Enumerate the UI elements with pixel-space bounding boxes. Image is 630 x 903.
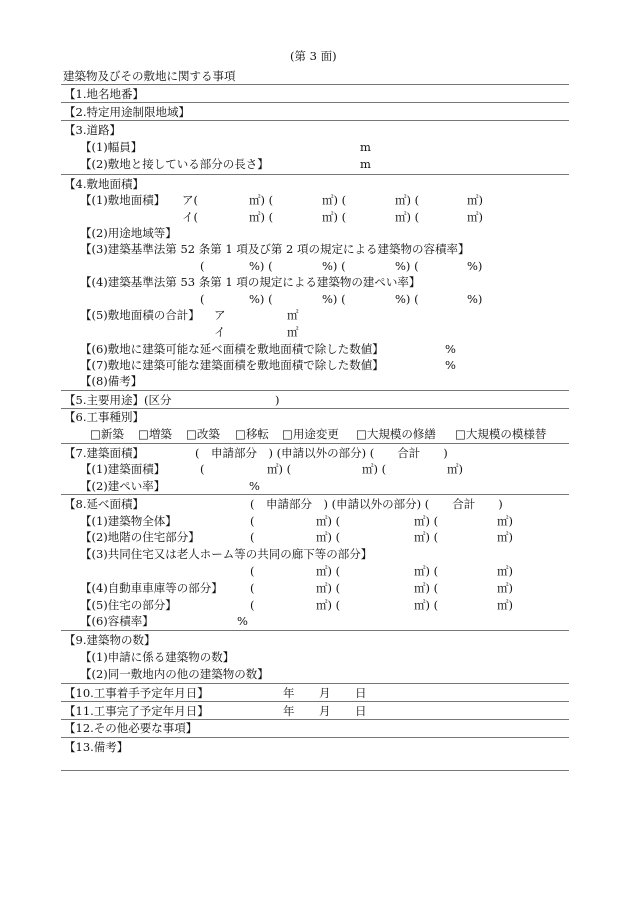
unit: ㎡) [447,462,463,476]
unit: ㎡) ( [316,598,341,612]
unit: %) [467,292,483,306]
paren: ( [250,530,255,544]
paren: ( [250,598,255,612]
unit: ㎡) [497,598,513,612]
divider [61,174,569,175]
road-width-unit: m [360,140,371,154]
date-day: 日 [355,704,367,718]
work-type-extension-checkbox[interactable]: □増築 [138,427,172,441]
unit: % [445,358,456,372]
bcr-row-label: 【(2)建ぺい率】 [80,479,166,493]
unit: ㎡) ( [322,193,347,207]
divider [61,102,569,103]
date-month: 月 [319,686,331,700]
section-4-label: 【4.敷地面積】 [64,177,144,191]
unit: % [249,479,260,493]
date-year: 年 [283,704,295,718]
divider [61,630,569,631]
far-value-label: 【(6)敷地に建築可能な延べ面積を敷地面積で除した数値】 [80,342,384,356]
unit: %) [467,259,483,273]
section-12-label: 【12.その他必要な事項】 [64,721,198,735]
work-type-major-remodel-checkbox[interactable]: □大規模の模様替 [455,427,547,441]
divider [61,701,569,702]
date-year: 年 [283,686,295,700]
work-type-rebuild-checkbox[interactable]: □改築 [186,427,220,441]
unit: ㎡) [497,581,513,595]
total-floor-label: 【(1)建築物全体】 [80,514,177,528]
unit: ㎡ [287,325,299,339]
paren: ( [250,564,255,578]
road-frontage-label: 【(2)敷地と接している部分の長さ】 [80,157,269,171]
road-frontage-unit: m [360,157,371,171]
paren: ( [200,462,205,476]
unit: ㎡) [497,514,513,528]
unit: %) ( [322,292,346,306]
remarks-label: 【(8)備考】 [80,374,143,388]
form-heading: 建築物及びその敷地に関する事項 [63,69,236,83]
work-type-use-change-checkbox[interactable]: □用途変更 [282,427,339,441]
unit: ㎡) ( [267,462,292,476]
unit: ㎡) ( [249,193,274,207]
divider [61,84,569,85]
site-area-i: イ( [182,210,198,224]
section-8-label: 【8.延べ面積】 [64,497,144,511]
site-total-a: ア [214,308,226,322]
unit: %) ( [249,259,273,273]
basement-residential-label: 【(2)地階の住宅部分】 [80,530,200,544]
unit: ㎡) ( [249,210,274,224]
unit: ㎡) [467,193,483,207]
section-13-label: 【13.備考】 [64,740,129,754]
unit: ㎡) [467,210,483,224]
divider [61,120,569,121]
date-day: 日 [355,686,367,700]
unit: % [237,614,248,628]
garage-label: 【(4)自動車車庫等の部分】 [80,581,223,595]
divider [61,737,569,738]
unit: ㎡) [497,530,513,544]
column-header: ( 申請部分 ) (申請以外の部分) ( 合計 ) [195,446,448,460]
unit: ㎡) ( [414,564,439,578]
divider [61,390,569,391]
divider [61,719,569,720]
far-label: 【(3)建築基準法第 52 条第 1 項及び第 2 項の規定による建築物の容積率】 [80,242,470,256]
page-label: (第 3 面) [290,49,337,63]
section-7-label: 【7.建築面積】 [64,446,144,460]
unit: ㎡) ( [316,514,341,528]
road-width-label: 【(1)幅員】 [80,140,143,154]
unit: ㎡) ( [414,530,439,544]
work-type-new-checkbox[interactable]: □新築 [90,427,124,441]
unit: %) ( [249,292,273,306]
work-type-major-repair-checkbox[interactable]: □大規模の修繕 [356,427,436,441]
building-area-label: 【(1)建築面積】 [80,462,166,476]
section-3-label: 【3.道路】 [64,123,121,137]
section-10-label: 【10.工事着手予定年月日】 [64,686,209,700]
section-2-label: 【2.特定用途制限地域】 [64,105,190,119]
common-corridor-label: 【(3)共同住宅又は老人ホーム等の共同の廊下等の部分】 [80,547,373,561]
unit: ㎡) ( [322,210,347,224]
unit: ㎡) ( [414,598,439,612]
unit: ㎡) ( [316,581,341,595]
divider [61,683,569,684]
site-area-a: ア( [182,193,198,207]
paren: ( [200,292,205,306]
paren: ) [275,393,280,407]
bcr-label: 【(4)建築基準法第 53 条第 1 項の規定による建築物の建ぺい率】 [80,275,421,289]
applied-buildings-label: 【(1)申請に係る建築物の数】 [80,650,235,664]
unit: ㎡) [497,564,513,578]
divider [61,408,569,409]
other-buildings-label: 【(2)同一敷地内の他の建築物の数】 [80,667,269,681]
unit: % [445,342,456,356]
site-area-label: 【(1)敷地面積】 [80,193,166,207]
far-row-label: 【(6)容積率】 [80,614,154,628]
unit: ㎡) ( [414,514,439,528]
site-total-label: 【(5)敷地面積の合計】 [80,308,200,322]
column-header: ( 申請部分 ) (申請以外の部分) ( 合計 ) [250,497,503,511]
work-type-relocation-checkbox[interactable]: □移転 [235,427,269,441]
divider [61,443,569,444]
section-9-label: 【9.建築物の数】 [64,633,156,647]
unit: ㎡) ( [414,581,439,595]
unit: ㎡) ( [316,564,341,578]
unit: ㎡ [287,308,299,322]
zoning-label: 【(2)用途地域等】 [80,226,177,240]
paren: ( [250,581,255,595]
unit: %) ( [395,259,419,273]
section-6-label: 【6.工事種別】 [64,410,144,424]
unit: ㎡) ( [395,193,420,207]
unit: %) ( [322,259,346,273]
unit: ㎡) ( [362,462,387,476]
section-1-label: 【1.地名地番】 [64,87,144,101]
date-month: 月 [319,704,331,718]
site-total-i: イ [214,325,226,339]
divider [61,770,569,771]
section-11-label: 【11.工事完了予定年月日】 [64,704,209,718]
unit: %) ( [395,292,419,306]
paren: ( [200,259,205,273]
unit: ㎡) ( [395,210,420,224]
paren: ( [250,514,255,528]
divider [61,494,569,495]
unit: ㎡) ( [316,530,341,544]
bcr-value-label: 【(7)敷地に建築可能な建築面積を敷地面積で除した数値】 [80,358,384,372]
residential-label: 【(5)住宅の部分】 [80,598,177,612]
section-5-label: 【5.主要用途】(区分 [64,393,172,407]
